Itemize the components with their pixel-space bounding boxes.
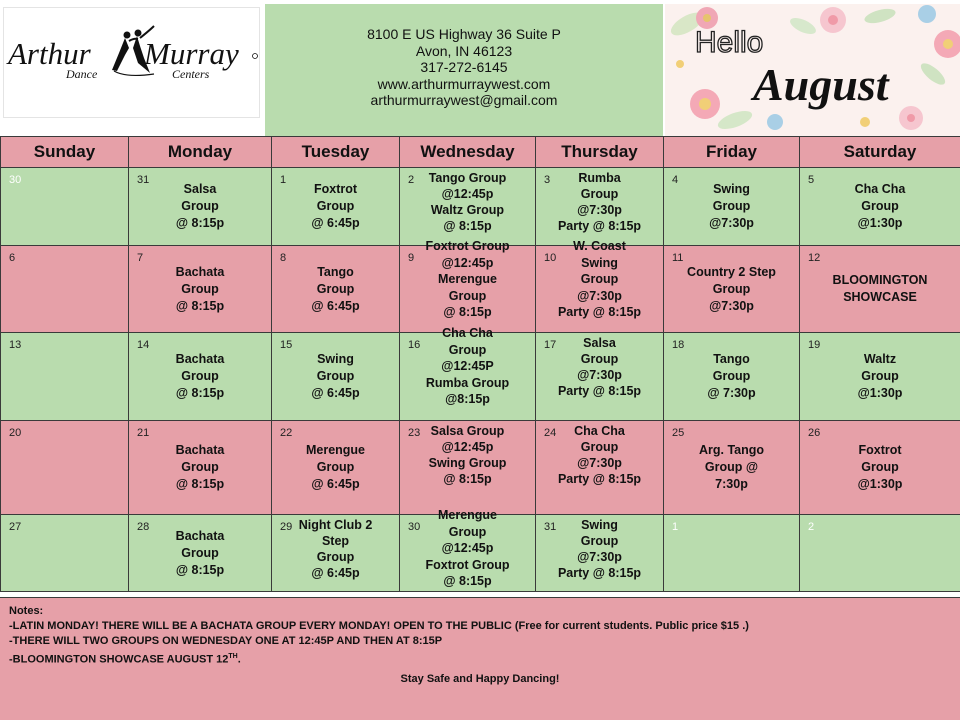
event-line: Group <box>316 460 355 474</box>
week-row <box>1 515 960 592</box>
event-line: @12:45p <box>441 440 494 454</box>
event-line: Bachata <box>175 352 225 366</box>
event-line: Foxtrot Group <box>425 557 510 572</box>
event-line: @7:30p <box>577 368 622 382</box>
day-number: 12 <box>808 252 821 264</box>
event-text <box>129 168 271 245</box>
event-text <box>400 507 535 591</box>
notes-line-3-end: . <box>237 653 241 666</box>
event-line: Group <box>181 281 219 296</box>
event-text <box>400 325 535 420</box>
contact-info <box>265 4 663 136</box>
weekday-sunday: Sunday <box>1 137 129 168</box>
event-line: Tango <box>713 352 750 366</box>
weekday-friday: Friday <box>664 137 800 168</box>
day-number: 23 <box>408 427 421 439</box>
day-cell[interactable] <box>536 333 664 421</box>
day-cell[interactable] <box>1 515 129 592</box>
event-line: Tango <box>317 264 354 279</box>
day-number: 21 <box>137 427 150 439</box>
event-line: Swing <box>317 352 354 366</box>
event-line: Group <box>316 550 355 564</box>
day-cell[interactable] <box>129 515 272 592</box>
event-text <box>129 515 271 591</box>
day-number: 18 <box>672 339 685 351</box>
event-line: Group <box>448 524 487 539</box>
event-line: @12:45p <box>441 187 494 201</box>
day-number: 19 <box>808 339 821 351</box>
event-line: @ 7:30p <box>707 386 756 400</box>
day-cell[interactable] <box>272 246 400 333</box>
day-cell[interactable] <box>664 246 800 333</box>
event-line: Group <box>580 440 619 454</box>
weekday-saturday: Saturday <box>800 137 960 168</box>
event-text <box>536 238 663 332</box>
event-line: Swing Group <box>428 456 507 470</box>
event-text <box>800 333 960 420</box>
event-line: Rumba <box>578 171 621 185</box>
day-number: 24 <box>544 427 557 439</box>
event-line: Tango Group <box>428 171 507 185</box>
event-line: SHOWCASE <box>843 290 917 304</box>
event-line: @12:45P <box>441 359 494 373</box>
day-cell[interactable] <box>1 246 129 333</box>
event-text <box>272 333 399 420</box>
event-line: Foxtrot <box>858 443 902 457</box>
weekday-tuesday: Tuesday <box>272 137 400 168</box>
day-number: 3 <box>544 174 551 186</box>
event-text <box>536 515 663 591</box>
event-line: Party @ 8:15p <box>557 305 642 319</box>
event-line: @7:30p <box>577 288 622 303</box>
event-line: Waltz Group <box>430 203 505 217</box>
event-line: Bachata <box>175 528 225 543</box>
calendar-body <box>1 168 960 592</box>
event-line: Group <box>448 342 487 357</box>
week-row <box>1 246 960 333</box>
event-line: Merengue <box>305 443 366 457</box>
event-text <box>129 421 271 514</box>
event-line: Cha Cha <box>574 424 625 438</box>
day-cell[interactable] <box>800 333 960 421</box>
event-line: @7:30p <box>577 550 622 564</box>
logo-name-left: Arthur <box>8 36 91 71</box>
event-line: Group <box>316 281 355 296</box>
event-text <box>400 421 535 514</box>
event-text <box>664 333 799 420</box>
event-line: Waltz <box>863 352 897 366</box>
event-text <box>536 333 663 420</box>
week-row <box>1 168 960 246</box>
event-text <box>536 421 663 514</box>
event-line: Rumba Group <box>425 375 510 390</box>
phone-number[interactable]: 317-272-6145 <box>420 59 508 75</box>
day-cell[interactable] <box>536 168 664 246</box>
event-text <box>272 168 399 245</box>
event-line: Arg. Tango <box>698 443 765 457</box>
event-line: @ 8:15p <box>175 298 225 313</box>
event-line: @ 8:15p <box>443 305 492 319</box>
day-cell[interactable] <box>800 421 960 515</box>
day-cell[interactable] <box>664 168 800 246</box>
day-number: 16 <box>408 339 421 351</box>
event-line: Step <box>321 534 350 548</box>
event-line: @12:45p <box>441 255 494 270</box>
week-row <box>1 421 960 515</box>
event-line: Group <box>580 352 619 366</box>
day-number: 31 <box>544 521 557 533</box>
event-line: @8:15p <box>445 392 490 406</box>
event-line: Cha Cha <box>854 182 906 196</box>
event-line: Group <box>712 199 751 213</box>
address-line-2: Avon, IN 46123 <box>415 42 513 59</box>
event-line: Group <box>712 369 751 383</box>
event-line: Party @ 8:15p <box>557 219 642 233</box>
day-number: 28 <box>137 521 150 533</box>
event-text <box>800 421 960 514</box>
day-cell[interactable] <box>272 168 400 246</box>
day-number: 15 <box>280 339 293 351</box>
event-line: Group <box>861 369 899 383</box>
notes-section <box>0 597 960 720</box>
notes-closing: Stay Safe and Happy Dancing! <box>400 672 560 685</box>
event-line: Merengue <box>437 508 498 522</box>
event-line: @ 6:45p <box>311 386 360 400</box>
header <box>0 0 960 136</box>
day-cell[interactable] <box>400 421 536 515</box>
event-line: Group <box>580 272 619 286</box>
day-number: 17 <box>544 339 557 351</box>
weekday-wednesday: Wednesday <box>400 137 536 168</box>
day-number: 7 <box>137 252 144 264</box>
event-text <box>664 246 799 332</box>
event-line: Night Club 2 <box>298 518 373 532</box>
notes-heading: Notes: <box>9 605 44 617</box>
logo-sub-left: Dance <box>66 67 98 81</box>
day-number: 29 <box>280 521 293 533</box>
day-number: 2 <box>808 521 815 533</box>
event-line: Group <box>712 281 751 296</box>
day-cell[interactable] <box>400 326 536 421</box>
weekday-monday: Monday <box>129 137 272 168</box>
day-cell[interactable] <box>129 246 272 333</box>
event-line: BLOOMINGTON <box>832 273 928 287</box>
event-line: @ 6:45p <box>311 566 360 580</box>
day-number: 1 <box>280 174 287 186</box>
event-line: W. Coast <box>573 239 626 253</box>
event-line: @ 8:15p <box>443 219 492 233</box>
event-line: Party @ 8:15p <box>557 566 642 580</box>
day-cell[interactable] <box>664 421 800 515</box>
calendar-table <box>0 136 960 592</box>
day-cell[interactable] <box>129 333 272 421</box>
day-number: 26 <box>808 427 821 439</box>
arthur-murray-logo <box>3 7 260 118</box>
event-line: Group <box>181 545 219 560</box>
event-line: Group <box>181 460 219 474</box>
notes-line-3-sup: TH <box>228 653 238 660</box>
event-line: Salsa Group <box>430 424 505 438</box>
event-text <box>272 421 399 514</box>
event-line: Group <box>181 199 219 213</box>
day-cell[interactable] <box>536 421 664 515</box>
notes-line-2: -THERE WILL TWO GROUPS ON WEDNESDAY ONE AT 12:45P AND THEN AT 8:15P <box>9 635 443 647</box>
event-line: Group <box>448 288 487 303</box>
day-cell[interactable] <box>400 239 536 333</box>
hello-august-banner <box>665 4 960 136</box>
day-cell[interactable] <box>1 168 129 246</box>
event-line: @7:30p <box>577 203 622 217</box>
day-number: 4 <box>672 174 679 186</box>
day-cell[interactable] <box>400 508 536 592</box>
event-line: @ 8:15p <box>175 216 225 230</box>
day-cell[interactable] <box>129 168 272 246</box>
day-cell[interactable] <box>800 246 960 333</box>
day-number: 5 <box>808 174 815 186</box>
day-number: 27 <box>9 521 22 533</box>
event-line: @ 8:15p <box>443 472 492 486</box>
event-line: Swing <box>581 518 618 532</box>
event-line: Merengue <box>437 272 498 286</box>
event-line: Bachata <box>175 443 225 457</box>
website-link[interactable]: www.arthurmurraywest.com <box>377 75 551 92</box>
event-line: Bachata <box>175 264 225 279</box>
notes-line-3 <box>9 649 951 668</box>
event-text <box>129 333 271 420</box>
week-row <box>1 333 960 421</box>
day-cell[interactable] <box>129 421 272 515</box>
event-text <box>129 246 271 332</box>
event-text <box>800 246 960 332</box>
event-line: Group <box>316 199 355 213</box>
weekday-header-row <box>1 137 960 168</box>
day-number: 25 <box>672 427 685 439</box>
event-line: @ 8:15p <box>175 562 225 577</box>
day-number: 14 <box>137 339 150 351</box>
event-text <box>800 168 960 245</box>
event-text <box>664 421 799 514</box>
event-line: 7:30p <box>715 477 748 491</box>
event-line: @7:30p <box>709 298 754 313</box>
event-line: Foxtrot <box>313 182 358 196</box>
day-number: 31 <box>137 174 150 186</box>
banner-hello-text: Hello <box>695 26 764 59</box>
event-line: @ 6:45p <box>311 298 360 313</box>
day-number: 11 <box>672 252 684 264</box>
event-text <box>272 246 399 332</box>
event-line: @1:30p <box>857 386 903 400</box>
event-line: @12:45p <box>441 541 494 555</box>
day-number: 1 <box>672 521 679 533</box>
day-number: 30 <box>408 521 421 533</box>
event-line: @7:30p <box>577 456 622 470</box>
notes-line-1: -LATIN MONDAY! THERE WILL BE A BACHATA GROUP EVERY MONDAY! OPEN TO THE PUBLIC (Free for current students. Public price $15 .) <box>9 620 749 632</box>
day-number: 2 <box>408 174 415 186</box>
event-line: Foxtrot Group <box>425 239 510 253</box>
day-cell[interactable] <box>664 515 800 592</box>
day-number: 13 <box>9 339 22 351</box>
banner-month-text: August <box>753 59 889 110</box>
day-number: 20 <box>9 427 22 439</box>
email-link[interactable]: arthurmurraywest@gmail.com <box>370 92 558 108</box>
day-cell[interactable] <box>272 333 400 421</box>
event-line: Party @ 8:15p <box>557 472 642 486</box>
event-line: Cha Cha <box>442 326 493 340</box>
logo-name-right: Murray <box>144 36 239 71</box>
day-number: 9 <box>408 252 415 264</box>
event-text <box>400 238 535 332</box>
day-cell[interactable] <box>664 333 800 421</box>
notes-line-3-text: -BLOOMINGTON SHOWCASE AUGUST 12 <box>9 653 229 666</box>
event-text <box>400 168 535 245</box>
event-line: Group <box>181 369 219 383</box>
event-line: @ 8:15p <box>443 574 492 588</box>
day-cell[interactable] <box>1 421 129 515</box>
event-line: @ 8:15p <box>175 477 225 491</box>
day-number: 8 <box>280 252 287 264</box>
day-number: 22 <box>280 427 293 439</box>
day-cell[interactable] <box>400 168 536 246</box>
day-number: 6 <box>9 252 16 264</box>
event-line: Salsa <box>583 336 616 350</box>
logo-sub-right: Centers <box>172 67 210 81</box>
event-line: Group @ <box>704 460 759 474</box>
event-text <box>664 168 799 245</box>
day-cell[interactable] <box>272 515 400 592</box>
event-line: Group <box>861 460 899 474</box>
event-line: Swing <box>713 182 750 196</box>
event-line: Country 2 Step <box>687 264 776 279</box>
event-line: Group <box>580 187 619 201</box>
event-line: Group <box>861 199 899 213</box>
event-line: @7:30p <box>709 216 754 230</box>
event-line: @ 6:45p <box>311 216 360 230</box>
day-cell[interactable] <box>272 421 400 515</box>
event-line: @ 8:15p <box>175 386 225 400</box>
event-line: Group <box>316 369 355 383</box>
day-number: 10 <box>544 252 557 264</box>
weekday-thursday: Thursday <box>536 137 664 168</box>
day-cell[interactable] <box>800 515 960 592</box>
event-line: Party @ 8:15p <box>557 384 642 398</box>
day-cell[interactable] <box>800 168 960 246</box>
event-line: Group <box>580 534 619 548</box>
event-text <box>272 515 399 591</box>
event-line: @1:30p <box>857 477 903 491</box>
event-line: Salsa <box>183 182 217 196</box>
day-number: 30 <box>9 174 22 186</box>
day-cell[interactable] <box>536 515 664 592</box>
address-line-1: 8100 E US Highway 36 Suite P <box>367 26 561 42</box>
event-line: @1:30p <box>857 216 903 230</box>
day-cell[interactable] <box>1 333 129 421</box>
event-text <box>536 168 663 245</box>
event-line: @ 6:45p <box>311 477 360 491</box>
day-cell[interactable] <box>536 239 664 333</box>
event-line: Swing <box>581 255 618 270</box>
